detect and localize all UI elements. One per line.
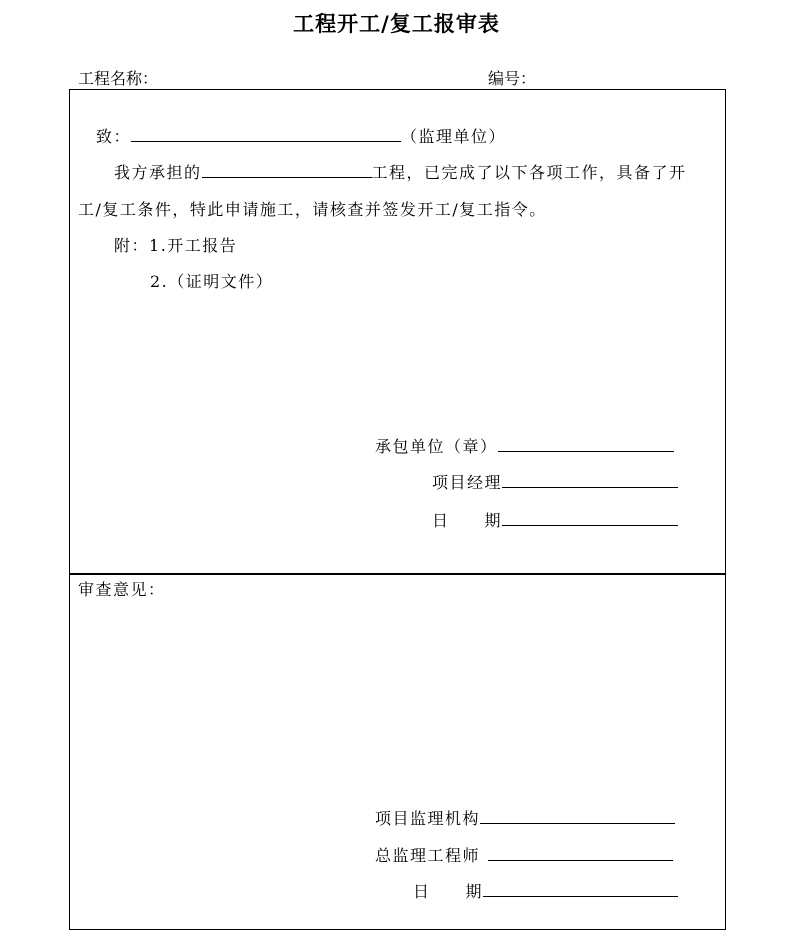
contractor-label: 承包单位（章） [375, 437, 498, 456]
to-suffix: （监理单位） [401, 127, 507, 146]
chief-engineer-label: 总监理工程师 [375, 846, 481, 865]
statement-line-2: 工/复工条件，特此申请施工，请核查并签发开工/复工指令。 [78, 200, 547, 219]
application-date-label: 日 期 [432, 511, 503, 530]
attach-label: 附： [114, 236, 150, 255]
chief-engineer-field[interactable] [488, 843, 673, 861]
application-date-line [432, 508, 678, 531]
page-title: 工程开工/复工报审表 [293, 12, 500, 36]
chief-engineer-line [375, 843, 673, 866]
contractor-line [375, 434, 674, 457]
review-date-field[interactable] [483, 879, 678, 897]
attachment-line [114, 233, 237, 256]
contractor-field[interactable] [498, 434, 674, 452]
review-date-label: 日 期 [413, 882, 484, 901]
to-prefix: 致： [96, 127, 132, 146]
agency-line [375, 806, 675, 829]
review-date-line [413, 879, 678, 902]
manager-field[interactable] [502, 470, 678, 488]
project-field[interactable] [202, 160, 372, 178]
statement-line-1 [114, 160, 687, 183]
supervision-unit-field[interactable] [131, 124, 401, 142]
project-name-label: 工程名称： [78, 69, 159, 88]
number-label: 编号： [488, 69, 537, 88]
application-date-field[interactable] [502, 508, 678, 526]
attach-item-1: 1.开工报告 [149, 236, 238, 255]
statement-suffix: 工程，已完成了以下各项工作，具备了开 [371, 163, 687, 182]
agency-field[interactable] [480, 806, 675, 824]
manager-line [432, 470, 678, 493]
attach-item-2: 2.（证明文件） [150, 272, 274, 291]
to-line [96, 124, 506, 147]
manager-label: 项目经理 [432, 473, 503, 492]
review-section [69, 573, 726, 930]
agency-label: 项目监理机构 [375, 809, 481, 828]
statement-prefix: 我方承担的 [114, 163, 202, 182]
review-opinion-label: 审查意见： [78, 580, 166, 599]
